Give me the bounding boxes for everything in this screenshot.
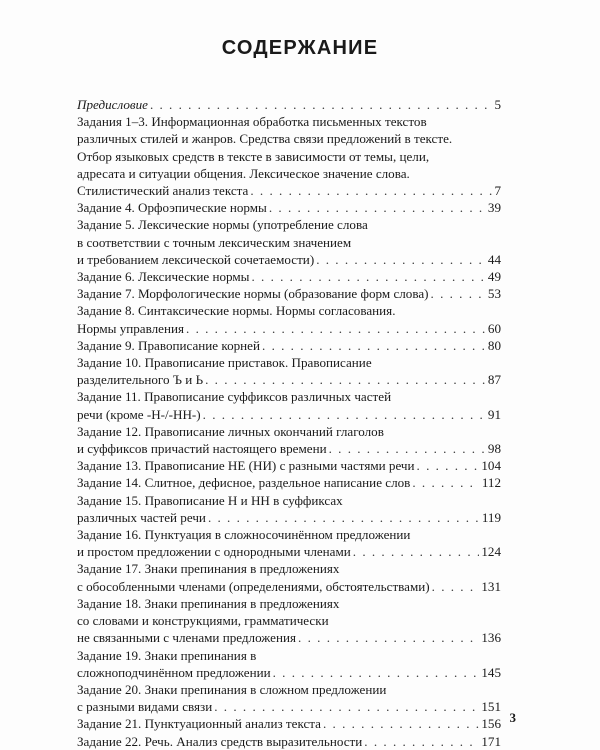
toc-entry bbox=[77, 474, 501, 491]
toc-entry-line: Задание 12. Правописание личных окончаний глаголов bbox=[77, 423, 384, 439]
toc-entry bbox=[77, 388, 501, 422]
dot-leader bbox=[269, 199, 486, 216]
toc-entry-text: Задание 21. Пунктуационный анализ текста bbox=[77, 716, 321, 732]
toc-entry-text: и суффиксов причастий настоящего времени bbox=[77, 441, 327, 457]
toc-entry bbox=[77, 733, 501, 750]
toc-page-number: 53 bbox=[487, 286, 501, 302]
toc-entry-line: Задание 20. Знаки препинания в сложном предложении bbox=[77, 681, 387, 697]
toc-entry-last-line bbox=[77, 698, 501, 715]
toc-entry bbox=[77, 96, 501, 113]
toc-entry-text: сложноподчинённом предложении bbox=[77, 664, 271, 680]
toc-entry-line: Задание 18. Знаки препинания в предложениях bbox=[77, 595, 340, 611]
toc-entry-line: в соответствии с точным лексическим значением bbox=[77, 234, 352, 250]
toc-entry bbox=[77, 337, 501, 354]
toc-entry-text: с обособленными членами (определениями, обстоятельствами) bbox=[77, 578, 430, 594]
toc-entry-text: Задание 4. Орфоэпические нормы bbox=[77, 200, 267, 216]
toc-entry-text: Задание 22. Речь. Анализ средств выразительности bbox=[77, 733, 363, 749]
toc-entry bbox=[77, 492, 501, 526]
toc-entry-line: Задание 17. Знаки препинания в предложениях bbox=[77, 561, 340, 577]
toc-entry-text: и требованием лексической сочетаемости) bbox=[77, 251, 315, 267]
dot-leader bbox=[298, 629, 479, 646]
toc-page-number: 124 bbox=[481, 544, 501, 560]
toc-page-number: 87 bbox=[487, 372, 501, 388]
toc-page-number: 39 bbox=[487, 200, 501, 216]
toc-entry-line: Задание 8. Синтаксические нормы. Нормы согласования. bbox=[77, 303, 396, 319]
toc-entry-text: Задание 9. Правописание корней bbox=[77, 337, 261, 353]
toc-entry-line: со словами и конструкциями, грамматически bbox=[77, 613, 329, 629]
dot-leader bbox=[251, 268, 485, 285]
toc-entry-line: Задание 5. Лексические нормы (употребление слова bbox=[77, 217, 368, 233]
toc-entry-last-line bbox=[77, 337, 501, 354]
toc-entry-last-line bbox=[77, 578, 501, 595]
toc-entry-last-line bbox=[77, 182, 501, 199]
toc-entry bbox=[77, 681, 501, 715]
toc-entry-text: Предисловие bbox=[77, 97, 148, 112]
dot-leader bbox=[208, 509, 480, 526]
dot-leader bbox=[353, 543, 480, 560]
toc-entry bbox=[77, 457, 501, 474]
dot-leader bbox=[262, 337, 486, 354]
page-title: СОДЕРЖАНИЕ bbox=[221, 37, 379, 59]
toc-page-number: 91 bbox=[487, 406, 501, 422]
toc-entry-text: Задание 7. Морфологические нормы (образование форм слова) bbox=[77, 286, 429, 302]
dot-leader bbox=[205, 371, 486, 388]
toc-entry-last-line bbox=[77, 199, 501, 216]
toc-entry-last-line bbox=[77, 440, 501, 457]
dot-leader bbox=[364, 733, 479, 750]
toc-page-number: 171 bbox=[481, 733, 501, 749]
toc-entry-last-line bbox=[77, 371, 501, 388]
toc-entry-text: разделительного Ъ и Ь bbox=[77, 372, 204, 388]
toc-entry-text: не связанными с членами предложения bbox=[77, 630, 297, 646]
toc-entry-text: с разными видами связи bbox=[77, 699, 213, 715]
toc-page-number: 145 bbox=[481, 664, 501, 680]
toc-entry bbox=[77, 423, 501, 457]
toc-entry-last-line bbox=[77, 457, 501, 474]
toc-entry-last-line bbox=[77, 629, 501, 646]
toc-page-number: 136 bbox=[481, 630, 501, 646]
toc-page-number: 80 bbox=[487, 337, 501, 353]
dot-leader bbox=[417, 457, 480, 474]
toc-page-number: 119 bbox=[481, 509, 501, 525]
toc-page-number: 98 bbox=[487, 441, 501, 457]
toc-entry bbox=[77, 285, 501, 302]
toc-page-number: 104 bbox=[481, 458, 501, 474]
toc-entry-last-line bbox=[77, 285, 501, 302]
toc-entry-last-line bbox=[77, 733, 501, 750]
toc-entry bbox=[77, 199, 501, 216]
toc-entry-last-line bbox=[77, 406, 501, 423]
dot-leader bbox=[316, 251, 486, 268]
page-number: 3 bbox=[509, 710, 516, 725]
toc-entry-last-line bbox=[77, 543, 501, 560]
toc-entry-line: Задание 16. Пунктуация в сложносочинённом предложении bbox=[77, 527, 411, 543]
dot-leader bbox=[431, 285, 486, 302]
toc-page-number: 60 bbox=[487, 320, 501, 336]
toc-entry bbox=[77, 560, 501, 594]
table-of-contents bbox=[77, 96, 501, 750]
toc-entry-text: различных частей речи bbox=[77, 509, 206, 525]
dot-leader bbox=[203, 406, 486, 423]
toc-page-number: 5 bbox=[494, 97, 501, 112]
toc-entry-text: Задание 6. Лексические нормы bbox=[77, 269, 250, 285]
toc-entry-last-line bbox=[77, 509, 501, 526]
toc-entry bbox=[77, 354, 501, 388]
toc-entry-line: Задание 10. Правописание приставок. Правописание bbox=[77, 355, 372, 371]
toc-entry bbox=[77, 216, 501, 268]
dot-leader bbox=[186, 320, 486, 337]
toc-page-number: 7 bbox=[494, 183, 501, 199]
toc-entry-last-line bbox=[77, 715, 501, 732]
toc-entry-last-line bbox=[77, 664, 501, 681]
toc-entry-line: различных стилей и жанров. Средства связи предложений в тексте. bbox=[77, 131, 453, 147]
toc-entry bbox=[77, 302, 501, 336]
toc-entry bbox=[77, 268, 501, 285]
toc-page-number: 49 bbox=[487, 269, 501, 285]
toc-entry-line: Задание 19. Знаки препинания в bbox=[77, 647, 257, 663]
dot-leader bbox=[150, 96, 493, 113]
toc-entry-line: Задание 11. Правописание суффиксов различных частей bbox=[77, 389, 392, 405]
toc-entry bbox=[77, 526, 501, 560]
toc-entry-text: Стилистический анализ текста bbox=[77, 183, 249, 199]
toc-page-number: 131 bbox=[481, 578, 501, 594]
toc-page-number: 112 bbox=[481, 475, 501, 491]
toc-entry bbox=[77, 647, 501, 681]
toc-entry-text: Нормы управления bbox=[77, 320, 185, 336]
toc-entry-line: Задание 15. Правописание Н и НН в суффиксах bbox=[77, 492, 343, 508]
toc-entry-text: речи (кроме -Н-/-НН-) bbox=[77, 406, 201, 422]
dot-leader bbox=[412, 474, 479, 491]
toc-entry-line: Задания 1–3. Информационная обработка письменных текстов bbox=[77, 114, 427, 130]
toc-entry bbox=[77, 113, 501, 199]
toc-entry-text: Задание 13. Правописание НЕ (НИ) с разными частями речи bbox=[77, 458, 415, 474]
toc-entry-line: Отбор языковых средств в тексте в зависимости от темы, цели, bbox=[77, 148, 430, 164]
toc-page-number: 151 bbox=[481, 699, 501, 715]
dot-leader bbox=[273, 664, 480, 681]
toc-entry-last-line bbox=[77, 96, 501, 113]
toc-entry-line: адресата и ситуации общения. Лексическое значение слова. bbox=[77, 165, 410, 181]
toc-entry-last-line bbox=[77, 268, 501, 285]
dot-leader bbox=[329, 440, 486, 457]
toc-entry-last-line bbox=[77, 474, 501, 491]
toc-entry-text: и простом предложении с однородными членами bbox=[77, 544, 351, 560]
toc-entry bbox=[77, 595, 501, 647]
dot-leader bbox=[323, 715, 479, 732]
toc-page-number: 156 bbox=[481, 716, 501, 732]
toc-entry-last-line bbox=[77, 251, 501, 268]
toc-entry-last-line bbox=[77, 320, 501, 337]
toc-entry bbox=[77, 715, 501, 732]
dot-leader bbox=[432, 578, 480, 595]
dot-leader bbox=[250, 182, 492, 199]
toc-page-number: 44 bbox=[487, 251, 501, 267]
dot-leader bbox=[214, 698, 479, 715]
toc-entry-text: Задание 14. Слитное, дефисное, раздельное написание слов bbox=[77, 475, 411, 491]
